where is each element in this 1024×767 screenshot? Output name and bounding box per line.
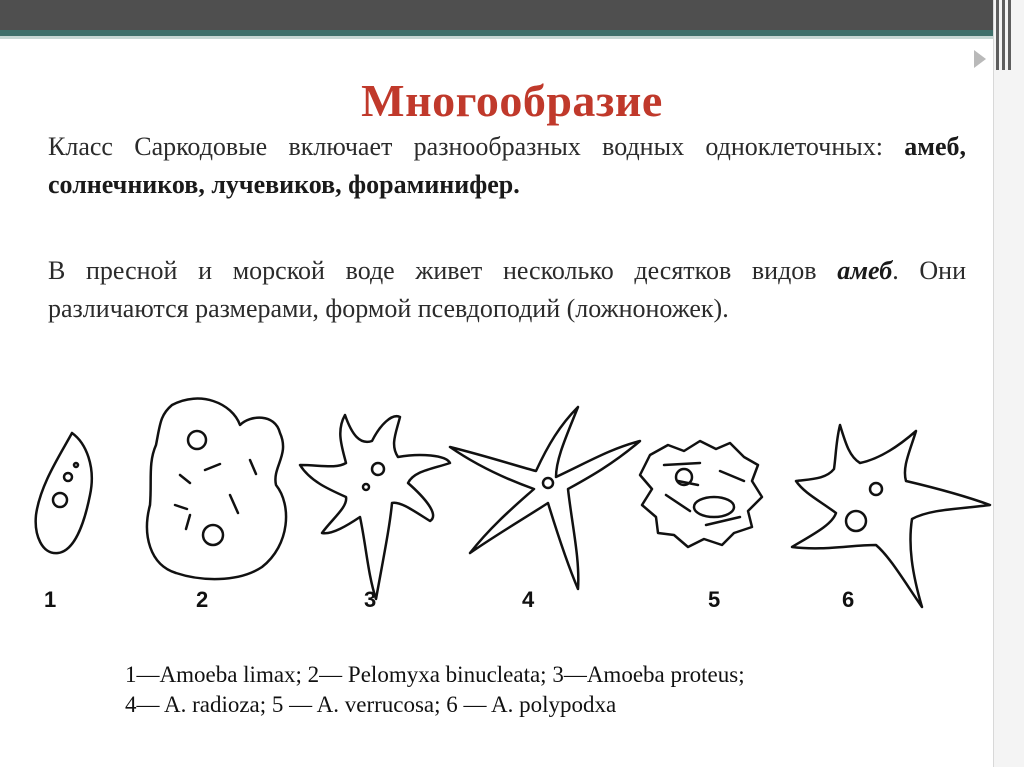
- caption-line-2: 4— A. radioza; 5 — A. verrucosa; 6 — A. polypodxa: [125, 692, 617, 717]
- paragraph-classification: [48, 128, 966, 204]
- figure-label-3: 3: [364, 587, 377, 612]
- top-bar-highlight: [0, 36, 1024, 39]
- figure-label-2: 2: [196, 587, 209, 612]
- amoeba-illustration: [0, 385, 1024, 625]
- play-icon: [974, 50, 986, 68]
- amoeba-polypodxa-drawing: [792, 425, 990, 607]
- amoeba-radioza-drawing: [450, 407, 640, 589]
- frame-stripe: [1002, 0, 1005, 70]
- paragraph-text: Класс Саркодовые включает разнообразных водных одноклеточных:: [48, 132, 905, 161]
- figure-caption: [125, 660, 745, 720]
- paragraph-bold-list: амеб, солнечников, лучевиков, фораминифер.: [48, 132, 966, 199]
- slide-title: Многообразие: [361, 75, 663, 126]
- figure-label-5: 5: [708, 587, 721, 612]
- paragraph-text-end: . Они различаются размерами, формой псевдоподий (ложноножек).: [48, 256, 967, 323]
- paragraph-amoebae: [48, 252, 966, 328]
- pelomyxa-drawing: [147, 399, 286, 580]
- figure-label-4: 4: [522, 587, 535, 612]
- frame-stripe: [996, 0, 999, 70]
- paragraph-bold-italic: амеб: [837, 256, 893, 285]
- top-bar: [0, 0, 1024, 30]
- figure-label-6: 6: [842, 587, 855, 612]
- amoeba-verrucosa-drawing: [640, 441, 762, 547]
- caption-line-1: 1—Amoeba limax; 2— Pelomyxa binucleata; 3—Amoeba proteus;: [125, 662, 745, 687]
- amoeba-proteus-drawing: [300, 415, 450, 599]
- frame-stripe: [1008, 0, 1011, 70]
- figure-label-1: 1: [44, 587, 57, 612]
- paragraph-text: В пресной и морской воде живет несколько десятков видов: [48, 256, 838, 285]
- amoeba-limax-drawing: [36, 433, 92, 553]
